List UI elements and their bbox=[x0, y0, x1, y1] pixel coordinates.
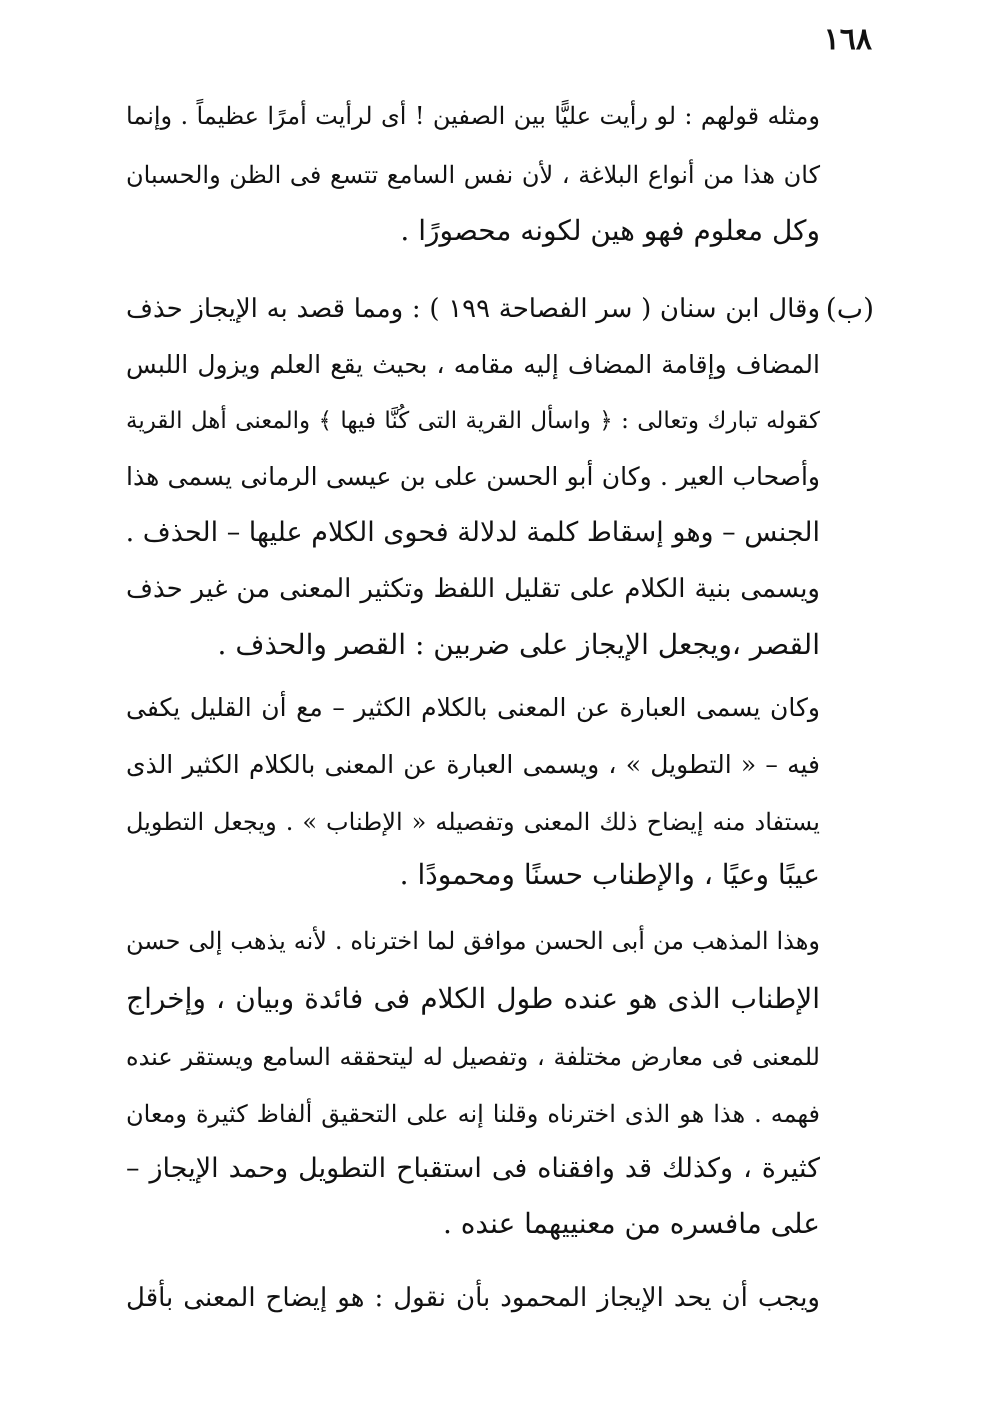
paragraph-2-line-3: كقوله تبارك وتعالى : ﴿ واسأل القرية التى كُنَّا فيها ﴾ والمعنى أهل القرية bbox=[126, 408, 820, 434]
paragraph-3-line-2: فيه – « التطويل » ، ويسمى العبارة عن المعنى بالكلام الكثير الذى bbox=[126, 750, 820, 779]
paragraph-2-line-7: القصر ،ويجعل الإيجاز على ضربين : القصر والحذف . bbox=[217, 628, 820, 661]
paragraph-3-line-4: عيبًا وعيًا ، والإطناب حسنًا ومحمودًا . bbox=[399, 858, 820, 891]
paragraph-4-line-1: وهذا المذهب من أبى الحسن موافق لما اخترناه . لأنه يذهب إلى حسن bbox=[126, 927, 820, 955]
paragraph-4-line-4: فهمه . هذا هو الذى اخترناه وقلنا إنه على التحقيق ألفاظ كثيرة ومعان bbox=[126, 1100, 820, 1128]
paragraph-4-line-5: كثيرة ، وكذلك قد وافقناه فى استقباح التطويل وحمد الإيجاز – bbox=[126, 1153, 820, 1184]
paragraph-2-line-2: المضاف وإقامة المضاف إليه مقامه ، بحيث يقع العلم ويزول اللبس bbox=[126, 350, 820, 379]
paragraph-2-line-1: وقال ابن سنان ( سر الفصاحة ١٩٩ ) : ومما قصد به الإيجاز حذف bbox=[126, 294, 820, 324]
page-number: ١٦٨ bbox=[823, 22, 872, 57]
paragraph-4-line-6: على مافسره من معنييهما عنده . bbox=[442, 1207, 820, 1240]
paragraph-3-line-1: وكان يسمى العبارة عن المعنى بالكلام الكثير – مع أن القليل يكفى bbox=[126, 693, 820, 722]
paragraph-4-line-3: للمعنى فى معارض مختلفة ، وتفصيل له ليتحققه السامع ويستقر عنده bbox=[126, 1043, 820, 1071]
paragraph-1-line-1: ومثله قولهم : لو رأيت عليًّا بين الصفين ! أى لرأيت أمرًا عظيماً . وإنما bbox=[126, 102, 820, 130]
paragraph-1-line-2: كان هذا من أنواع البلاغة ، لأن نفس السامع تتسع فى الظن والحسبان bbox=[126, 161, 820, 189]
paragraph-2-line-4: وأصحاب العير . وكان أبو الحسن على بن عيسى الرمانى يسمى هذا bbox=[126, 462, 820, 491]
paragraph-5-line-1: ويجب أن يحد الإيجاز المحمود بأن نقول : هو إيضاح المعنى بأقل bbox=[126, 1283, 820, 1313]
paragraph-2-line-6: ويسمى بنية الكلام على تقليل اللفظ وتكثير المعنى من غير حذف bbox=[126, 574, 820, 604]
paragraph-1-line-3: وكل معلوم فهو هين لكونه محصورًا . bbox=[400, 214, 820, 247]
section-marker-b: (ب) bbox=[825, 292, 874, 325]
paragraph-2-line-5: الجنس – وهو إسقاط كلمة لدلالة فحوى الكلام عليها – الحذف . bbox=[125, 517, 820, 548]
paragraph-4-line-2: الإطناب الذى هو عنده طول الكلام فى فائدة وبيان ، وإخراج bbox=[126, 982, 820, 1015]
paragraph-3-line-3: يستفاد منه إيضاح ذلك المعنى وتفصيله « الإطناب » . ويجعل التطويل bbox=[126, 808, 820, 836]
